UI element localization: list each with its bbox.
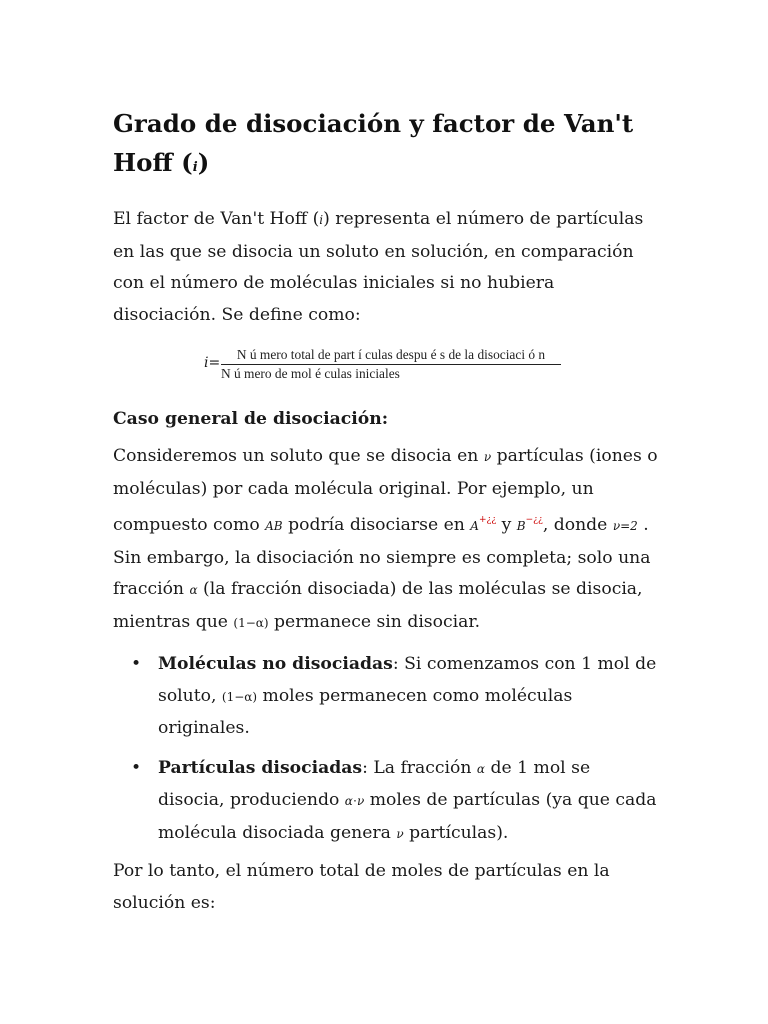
symbol-i: i: [319, 213, 324, 227]
intro-paragraph: El factor de Van't Hoff (i) representa el número de partículas en las que se disocia un soluto en solución, en comparación con el número de moléculas iniciales si no hubiera disociación. Se define como:: [113, 209, 644, 325]
symbol-alpha: α: [189, 583, 198, 597]
general-case-paragraph: Consideremos un soluto que se disocia en ν partículas (iones o moléculas) por cada molécula original. Por ejemplo, un compuesto como AB podría disociarse en A+¿¿ y B−¿¿, donde ν=2 . Sin embargo, la disociación no siempre es completa; solo una fracción α (la fracción disociada) de las moléculas se disocia, mientras que (1−α) permanece sin disociar.: [113, 446, 658, 632]
formula-numerator: N ú mero total de part í culas despu é s de la disociaci ó n: [221, 346, 561, 365]
formula-lhs: i=: [204, 355, 221, 371]
symbol-a-charge: +¿¿: [478, 515, 497, 525]
list-item: • Moléculas no disociadas: Si comenzamos con 1 mol de soluto, (1−α) moles permanecen como moléculas originales.: [113, 649, 661, 745]
page-title: Grado de disociación y factor de Van't Hoff (i): [113, 109, 634, 177]
symbol-one-minus-alpha: (1−α): [233, 615, 269, 630]
title-symbol-i: i: [192, 160, 198, 175]
symbol-alpha-times-nu: α⋅ν: [344, 794, 365, 808]
symbol-nu: ν: [483, 450, 492, 464]
symbol-ab: AB: [265, 519, 283, 533]
formula-fraction: [221, 346, 561, 382]
symbol-nu: ν: [396, 826, 404, 841]
symbol-one-minus-alpha: (1−α): [221, 689, 258, 704]
formula-denominator: N ú mero de mol é culas iniciales: [221, 366, 400, 381]
conclusion-paragraph: Por lo tanto, el número total de moles de partículas en la solución es:: [113, 861, 610, 913]
symbol-a: A: [470, 519, 479, 533]
document-content: [113, 104, 661, 919]
section-heading: Caso general de disociación:: [113, 409, 389, 429]
symbol-b-charge: −¿¿: [525, 515, 543, 525]
symbol-b: B: [516, 519, 526, 533]
vant-hoff-formula: [113, 346, 661, 390]
bullet-icon: •: [131, 757, 142, 778]
list-item: • Partículas disociadas: La fracción α de 1 mol se disocia, produciendo α⋅ν moles de partículas (ya que cada molécula disociada genera ν partículas).: [113, 753, 661, 851]
symbol-alpha: α: [476, 761, 486, 776]
bullet-list: [113, 649, 661, 850]
bullet-icon: •: [131, 654, 142, 674]
symbol-nu-equals-2: ν=2: [612, 519, 638, 533]
